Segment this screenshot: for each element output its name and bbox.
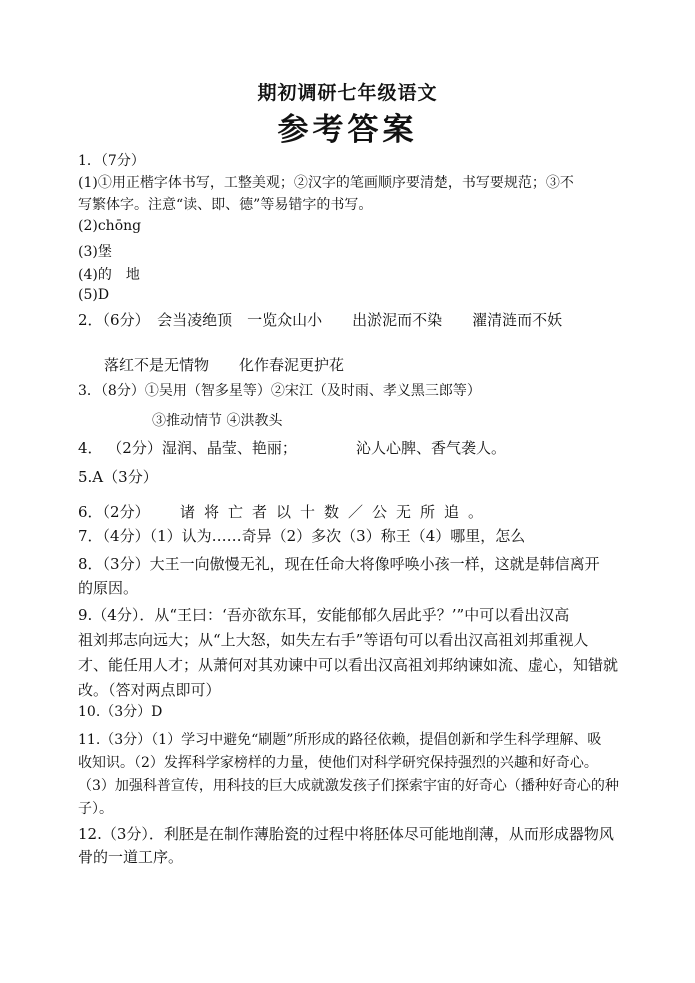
- q8-answer-line-2: 的原因。: [78, 579, 139, 597]
- document-title: 期初调研七年级语文: [257, 82, 438, 104]
- q2-answer-line-2: 落红不是无情物 化作春泥更护花: [104, 356, 345, 374]
- q6-heading: 6．（2分）: [78, 503, 150, 521]
- q1-answer-3: (3)堡: [78, 244, 112, 260]
- q1-answer-2: (2)chōng: [78, 218, 142, 234]
- q2-answer-line-1: 2．（6分） 会当凌绝顶 一览众山小 出淤泥而不染 濯清涟而不妖: [78, 311, 563, 329]
- q7-answer: 7．（4分）（1）认为……奇异（2）多次（3）称王（4）哪里，怎么: [78, 527, 526, 545]
- q1-answer-line-1: (1)①用正楷字体书写，工整美观；②汉字的笔画顺序要清楚，书写要规范；③不: [78, 175, 574, 191]
- document-subtitle: 参考答案: [277, 112, 418, 148]
- q6-answer: 诸将亡者以十数／公无所追。: [180, 503, 493, 521]
- q9-answer-line-4: 改。（答对两点即可）: [78, 681, 221, 699]
- q8-answer-line-1: 8．（3分）大王一向傲慢无礼，现在任命大将像呼唤小孩一样，这就是韩信离开: [78, 555, 600, 573]
- q10-answer: 10.（3分）D: [78, 704, 163, 720]
- q11-answer-line-2: 收知识。（2）发挥科学家榜样的力量，使他们对科学研究保持强烈的兴趣和好奇心。: [78, 755, 598, 771]
- q3-answer-line-1: 3．（8分）①吴用（智多星等）②宋江（及时雨、孝义黑三郎等）: [78, 383, 481, 399]
- q9-answer-line-1: 9.（4分）．从“王曰：‘吾亦欲东耳，安能郁郁久居此乎？’”中可以看出汉高: [78, 606, 570, 624]
- q12-answer-line-2: 骨的一道工序。: [78, 848, 184, 866]
- q11-answer-line-4: 子）。: [78, 801, 113, 817]
- q9-answer-line-2: 祖刘邦志向远大；从“上大怒，如失左右手”等语句可以看出汉高祖刘邦重视人: [78, 631, 589, 649]
- q3-answer-line-2: ③推动情节 ④洪教头: [152, 413, 283, 429]
- q11-answer-line-1: 11.（3分）（1）学习中避免“刷题”所形成的路径依赖，提倡创新和学生科学理解、吸: [78, 732, 602, 748]
- q1-heading: 1．（7分）: [78, 153, 145, 169]
- q5-answer: 5.A（3分）: [78, 468, 158, 486]
- q1-answer-line-2: 写繁体字。注意“读、即、德”等易错字的书写。: [78, 197, 373, 213]
- q4-answer-part-2: 沁人心脾、香气袭人。: [356, 439, 507, 457]
- q4-answer-part-1: 4． （2分）湿润、晶莹、艳丽；: [78, 439, 297, 457]
- q1-answer-5: (5)D: [78, 287, 110, 303]
- q1-answer-4: (4)的 地: [78, 267, 140, 283]
- q9-answer-line-3: 才、能任用人才；从萧何对其劝谏中可以看出汉高祖刘邦纳谏如流、虚心，知错就: [78, 656, 619, 674]
- q11-answer-line-3: （3）加强科普宣传，用科技的巨大成就激发孩子们探索宇宙的好奇心（播种好奇心的种: [78, 778, 619, 794]
- q12-answer-line-1: 12.（3分）．利胚是在制作薄胎瓷的过程中将胚体尽可能地削薄，从而形成器物风: [78, 825, 614, 843]
